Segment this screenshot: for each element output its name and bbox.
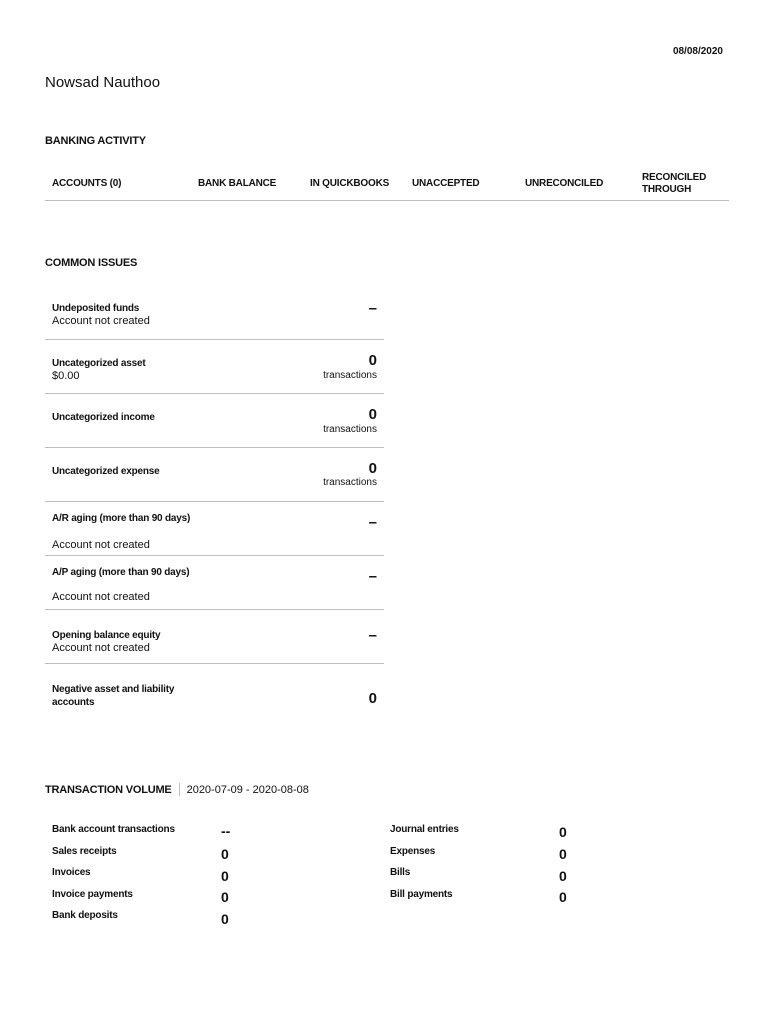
report-date: 08/08/2020 bbox=[672, 46, 723, 57]
company-name: Nowsad Nauthoo bbox=[45, 74, 161, 91]
issue-name: Uncategorized asset bbox=[52, 358, 146, 369]
volume-value-invoices: 0 bbox=[221, 868, 229, 884]
issue-unit: transactions bbox=[323, 370, 377, 381]
volume-label-invoices: Invoices bbox=[52, 867, 91, 878]
banking-activity-title: BANKING ACTIVITY bbox=[45, 135, 146, 147]
issue-unit: transactions bbox=[323, 424, 377, 435]
issue-negative-asset-liability bbox=[45, 664, 384, 717]
common-issues-list bbox=[45, 286, 384, 717]
volume-value-bills: 0 bbox=[559, 868, 567, 884]
column-accounts: ACCOUNTS (0) bbox=[52, 178, 122, 189]
issue-value: 0 bbox=[368, 690, 377, 707]
volume-value-expenses: 0 bbox=[559, 846, 567, 862]
date-range: 2020-07-09 - 2020-08-08 bbox=[186, 783, 309, 796]
issue-opening-balance-equity bbox=[45, 610, 384, 664]
volume-label-invoice-payments: Invoice payments bbox=[52, 889, 133, 900]
issue-name: A/R aging (more than 90 days) bbox=[52, 513, 191, 524]
volume-label-bank-deposits: Bank deposits bbox=[52, 910, 118, 921]
column-unaccepted: UNACCEPTED bbox=[412, 178, 480, 189]
issue-ap-aging bbox=[45, 556, 384, 610]
issue-name: Undeposited funds bbox=[52, 303, 140, 314]
column-in-quickbooks: IN QUICKBOOKS bbox=[310, 178, 390, 189]
issue-name: Opening balance equity bbox=[52, 630, 161, 641]
issue-value: 0 bbox=[368, 460, 377, 477]
volume-value-bank-deposits: 0 bbox=[221, 911, 229, 927]
volume-label-expenses: Expenses bbox=[390, 846, 436, 857]
issue-unit: transactions bbox=[323, 477, 377, 488]
volume-value-journal-entries: 0 bbox=[559, 824, 567, 840]
issue-name: A/P aging (more than 90 days) bbox=[52, 567, 190, 578]
title-divider bbox=[179, 783, 180, 796]
volume-label-sales-receipts: Sales receipts bbox=[52, 846, 117, 857]
volume-label-bill-payments: Bill payments bbox=[390, 889, 453, 900]
banking-table-header bbox=[45, 168, 729, 201]
volume-value-invoice-payments: 0 bbox=[221, 889, 229, 905]
volume-value-bill-payments: 0 bbox=[559, 889, 567, 905]
issue-value: 0 bbox=[368, 406, 377, 423]
volume-value-sales-receipts: 0 bbox=[221, 846, 229, 862]
column-reconciled-through: RECONCILED THROUGH bbox=[642, 172, 707, 195]
column-bank-balance: BANK BALANCE bbox=[198, 178, 277, 189]
issue-value: 0 bbox=[368, 352, 377, 369]
issue-amount: $0.00 bbox=[52, 370, 80, 382]
common-issues-title: COMMON ISSUES bbox=[45, 257, 138, 269]
issue-status: Account not created bbox=[52, 642, 150, 654]
volume-label-bank-account-transactions: Bank account transactions bbox=[52, 824, 175, 835]
issue-ar-aging bbox=[45, 502, 384, 556]
transaction-volume-title: TRANSACTION VOLUME bbox=[45, 783, 172, 796]
issue-undeposited-funds bbox=[45, 286, 384, 340]
transaction-volume-header bbox=[45, 783, 309, 796]
volume-label-bills: Bills bbox=[390, 867, 411, 878]
issue-value: – bbox=[368, 300, 377, 317]
volume-label-journal-entries: Journal entries bbox=[390, 824, 459, 835]
issue-uncategorized-expense bbox=[45, 448, 384, 502]
issue-status: Account not created bbox=[52, 315, 150, 327]
issue-status: Account not created bbox=[52, 591, 150, 603]
issue-value: – bbox=[368, 627, 377, 644]
issue-value: – bbox=[368, 514, 377, 531]
issue-uncategorized-asset bbox=[45, 340, 384, 394]
issue-uncategorized-income bbox=[45, 394, 384, 448]
issue-value: – bbox=[368, 568, 377, 585]
volume-value-bank-account-transactions: -- bbox=[221, 823, 231, 839]
issue-name: Negative asset and liability accounts bbox=[52, 684, 175, 708]
issue-name: Uncategorized income bbox=[52, 412, 155, 423]
issue-name: Uncategorized expense bbox=[52, 466, 160, 477]
column-unreconciled: UNRECONCILED bbox=[525, 178, 604, 189]
issue-status: Account not created bbox=[52, 539, 150, 551]
